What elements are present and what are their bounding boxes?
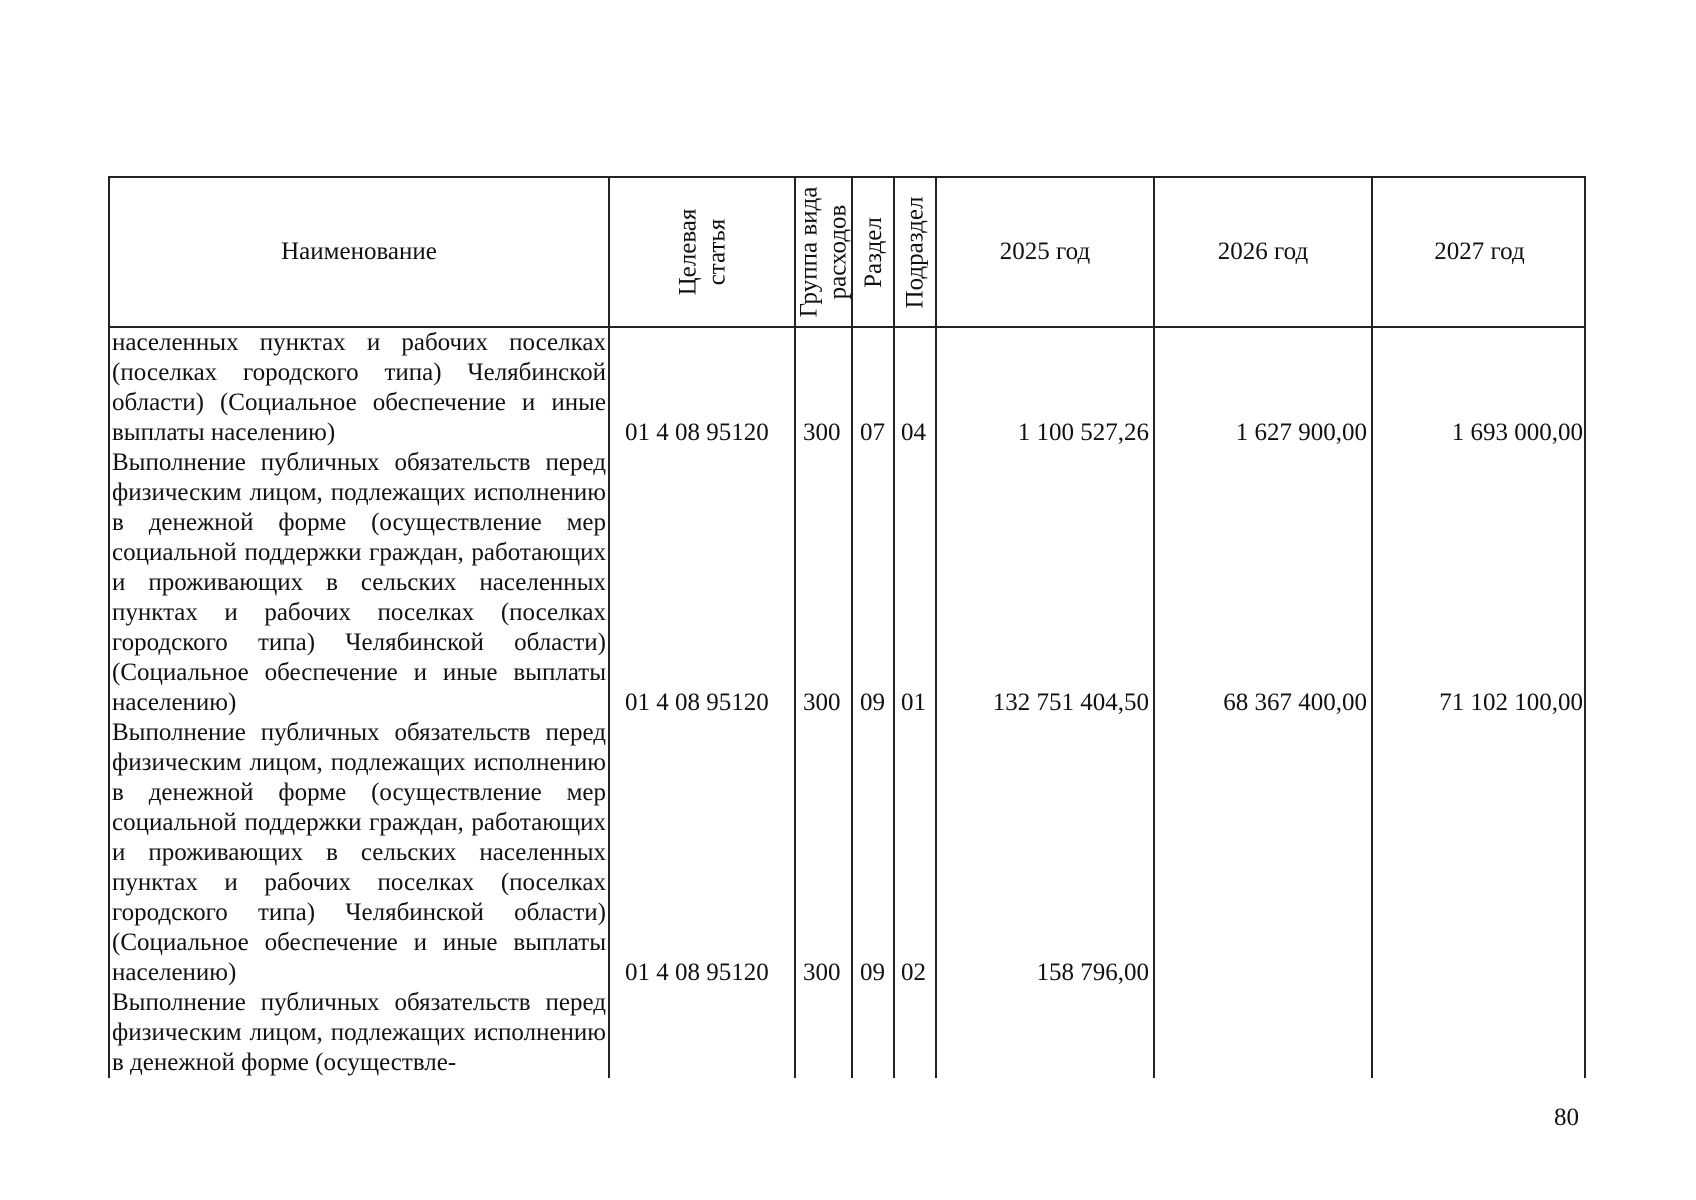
row-2-name: Выполнение публичных обязательств перед физическим лицом, подлежащих исполнению в денежной форме (осуществление мер социальной поддержки граждан, работающих и проживающих в сельских населенных пунктах и рабочих поселках (поселках городского типа) Челябинской области) (Социальное обеспечение и иные выплаты населению) <box>112 449 606 716</box>
row-3-subsection: 02 <box>901 959 926 986</box>
row-3-name: Выполнение публичных обязательств перед физическим лицом, подлежащих исполнению в денежной форме (осуществление мер социальной поддержки граждан, работающих и проживающих в сельских населенных пунктах и рабочих поселках (поселках городского типа) Челябинской области) (Социальное обеспечение и иные выплаты населению) <box>112 719 606 986</box>
row-3-target: 01 4 08 95120 <box>625 959 769 986</box>
row-2-2025: 132 751 404,50 <box>992 689 1149 716</box>
header-group-line2: расходов <box>824 204 852 300</box>
row-1-subsection: 04 <box>901 419 926 446</box>
row-1-2027: 1 693 000,00 <box>1451 419 1583 446</box>
header-2025 <box>937 178 1153 326</box>
header-2027 <box>1373 178 1586 326</box>
header-group-label <box>795 187 853 318</box>
header-target-line1: Целевая <box>673 208 701 296</box>
name-column <box>112 328 606 1078</box>
header-2025-label: 2025 год <box>999 238 1091 265</box>
row-2-2026: 68 367 400,00 <box>1223 689 1367 716</box>
row-2-subsection: 01 <box>901 689 926 716</box>
row-1-name: населенных пунктах и рабочих поселках (поселках городского типа) Челябинской области) (Социальное обеспечение и иные выплаты населению) <box>112 329 606 446</box>
header-name <box>110 178 608 326</box>
header-subsection-label: Подраздел <box>901 196 929 308</box>
row-3-2025: 158 796,00 <box>1036 959 1149 986</box>
row-1-group: 300 <box>803 419 841 446</box>
header-name-label: Наименование <box>281 238 437 265</box>
header-section <box>853 178 893 326</box>
page-number: 80 <box>1554 1104 1579 1131</box>
row-2-2027: 71 102 100,00 <box>1439 689 1583 716</box>
header-2027-label: 2027 год <box>1434 238 1525 265</box>
row-3-group: 300 <box>803 959 841 986</box>
header-group <box>796 178 851 326</box>
header-target-label <box>673 209 731 296</box>
row-1-target: 01 4 08 95120 <box>625 419 769 446</box>
header-2026-label: 2026 год <box>1217 238 1309 265</box>
header-section-label: Раздел <box>859 216 887 288</box>
budget-table <box>108 176 1586 1078</box>
row-4-name: Выполнение публичных обязательств перед физическим лицом, подлежащих исполнению в денежной форме (осуществле- <box>112 989 606 1076</box>
header-subsection <box>895 178 935 326</box>
table-header <box>110 178 1584 328</box>
row-2-section: 09 <box>860 689 885 716</box>
header-group-line1: Группа вида <box>795 186 823 318</box>
table-body <box>110 326 1584 1078</box>
row-2-target: 01 4 08 95120 <box>625 689 769 716</box>
row-1-2025: 1 100 527,26 <box>1017 419 1149 446</box>
row-1-section: 07 <box>860 419 885 446</box>
row-3-section: 09 <box>860 959 885 986</box>
header-target-line2: статья <box>702 218 730 286</box>
header-target <box>610 178 794 326</box>
row-2-group: 300 <box>803 689 841 716</box>
row-1-2026: 1 627 900,00 <box>1235 419 1367 446</box>
header-2026 <box>1155 178 1371 326</box>
